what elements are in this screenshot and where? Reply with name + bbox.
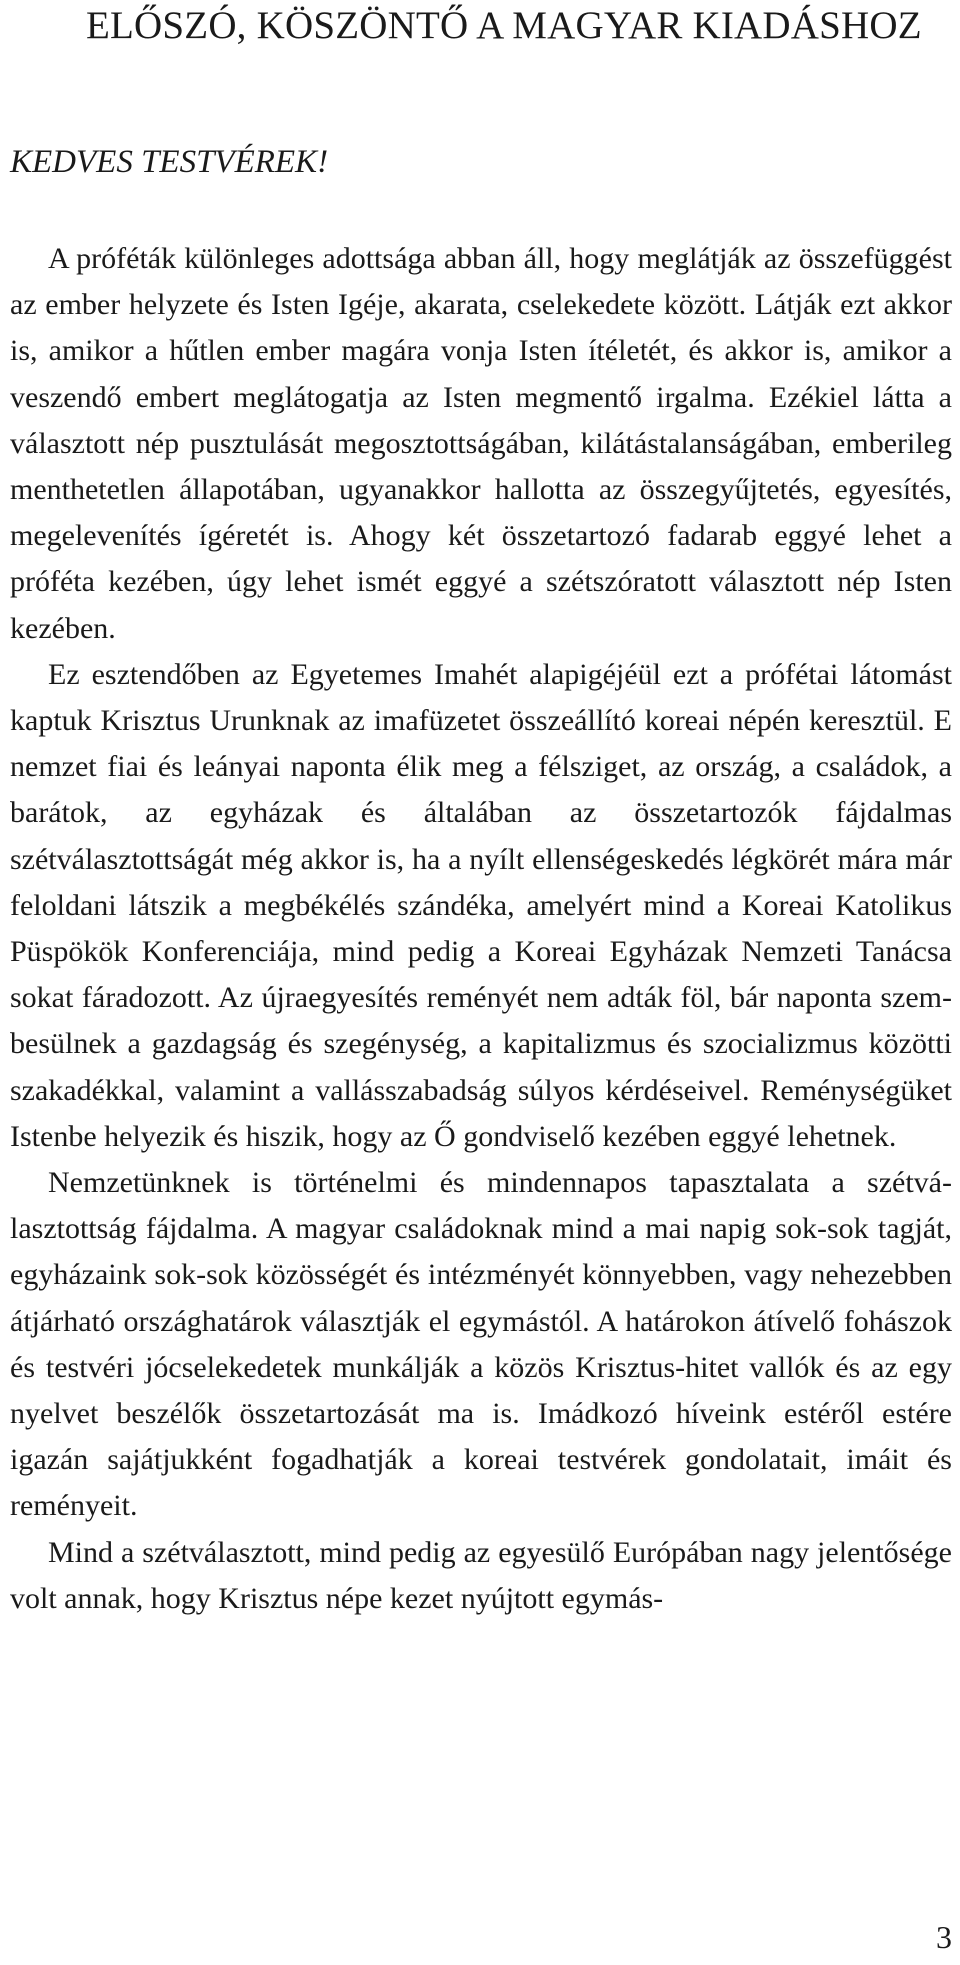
page-title: ELŐSZÓ, KÖSZÖNTŐ A MAGYAR KIADÁSHOZ [86,4,922,47]
page-number: 3 [936,1919,952,1955]
paragraph-3: Nemzetünknek is történelmi és mindennapos tapasztalata a szétválasztottság fájdalma. A magyar családoknak mind a mai napig sok-sok tagját, egyházaink sok-sok közösségét és intézményét könnyebben, vagy nehezebben átjárható országhatárok választják el egymástól. A határokon átívelő fohászok és testvéri jócselekedetek munkálják a közös Krisztus-hitet vallók és az egy nyelvet beszélők összetartozását ma is. Imádkozó híveink estéről estére igazán sajátjukként fogadhatják a koreai testvérek gondolatait, imáit és reményeit. [10,1166,952,1523]
paragraph-1: A próféták különleges adottsága abban áll, hogy meglátják az összefüggést az ember helyzete és Isten Igéje, akarata, cselekedete között. Látják ezt akkor is, amikor a hűtlen ember magára vonja Isten ítéletét, és akkor is, amikor a veszendő embert meglátogatja az Isten megmentő irgalma. Ezékiel látta a választott nép pusztulását megosztottságában, kilátástalanságában, emberileg menthetetlen állapotában, ugyanakkor hallotta az összegyűjtetés, egyesítés, megelevenítés ígéretét is. Ahogy két összetartozó fadarab eggyé lehet a próféta kezében, úgy lehet ismét eggyé a szétszóratott választott nép Isten kezében. [10,242,952,645]
paragraph-4: Mind a szétválasztott, mind pedig az egyesülő Európában nagy jelentősége volt annak, hogy Krisztus népe kezet nyújtott egymás- [10,1535,952,1615]
paragraph-2: Ez esztendőben az Egyetemes Imahét alapigéjéül ezt a prófétai látomást kaptuk Krisztus Urunknak az imafüzetet összeállító koreai népén keresztül. E nemzet fiai és leányai naponta élik meg a félsziget, az ország, a családok, a barátok, az egyházak és általában az összetartozók fájdalmas szétválasztottságát még akkor is, ha a nyílt ellenségeskedés légkörét mára már feloldani látszik a megbékélés szándéka, amelyért mind a Koreai Katolikus Püspökök Konferenciája, mind pedig a Koreai Egyházak Nemzeti Tanácsa sokat fáradozott. Az újraegyesítés reményét nem adták föl, bár naponta szembesülnek a gazdagság és szegénység, a kapitalizmus és szocializmus közötti szakadékkal, valamint a vallásszabadság súlyos kérdéseivel. Reménységüket Istenbe helyezik és hiszik, hogy az Ő gondviselő kezében eggyé lehetnek. [10,657,952,1153]
salutation: KEDVES TESTVÉREK! [10,144,329,180]
body-text [10,236,952,1622]
document-page [10,0,952,1965]
